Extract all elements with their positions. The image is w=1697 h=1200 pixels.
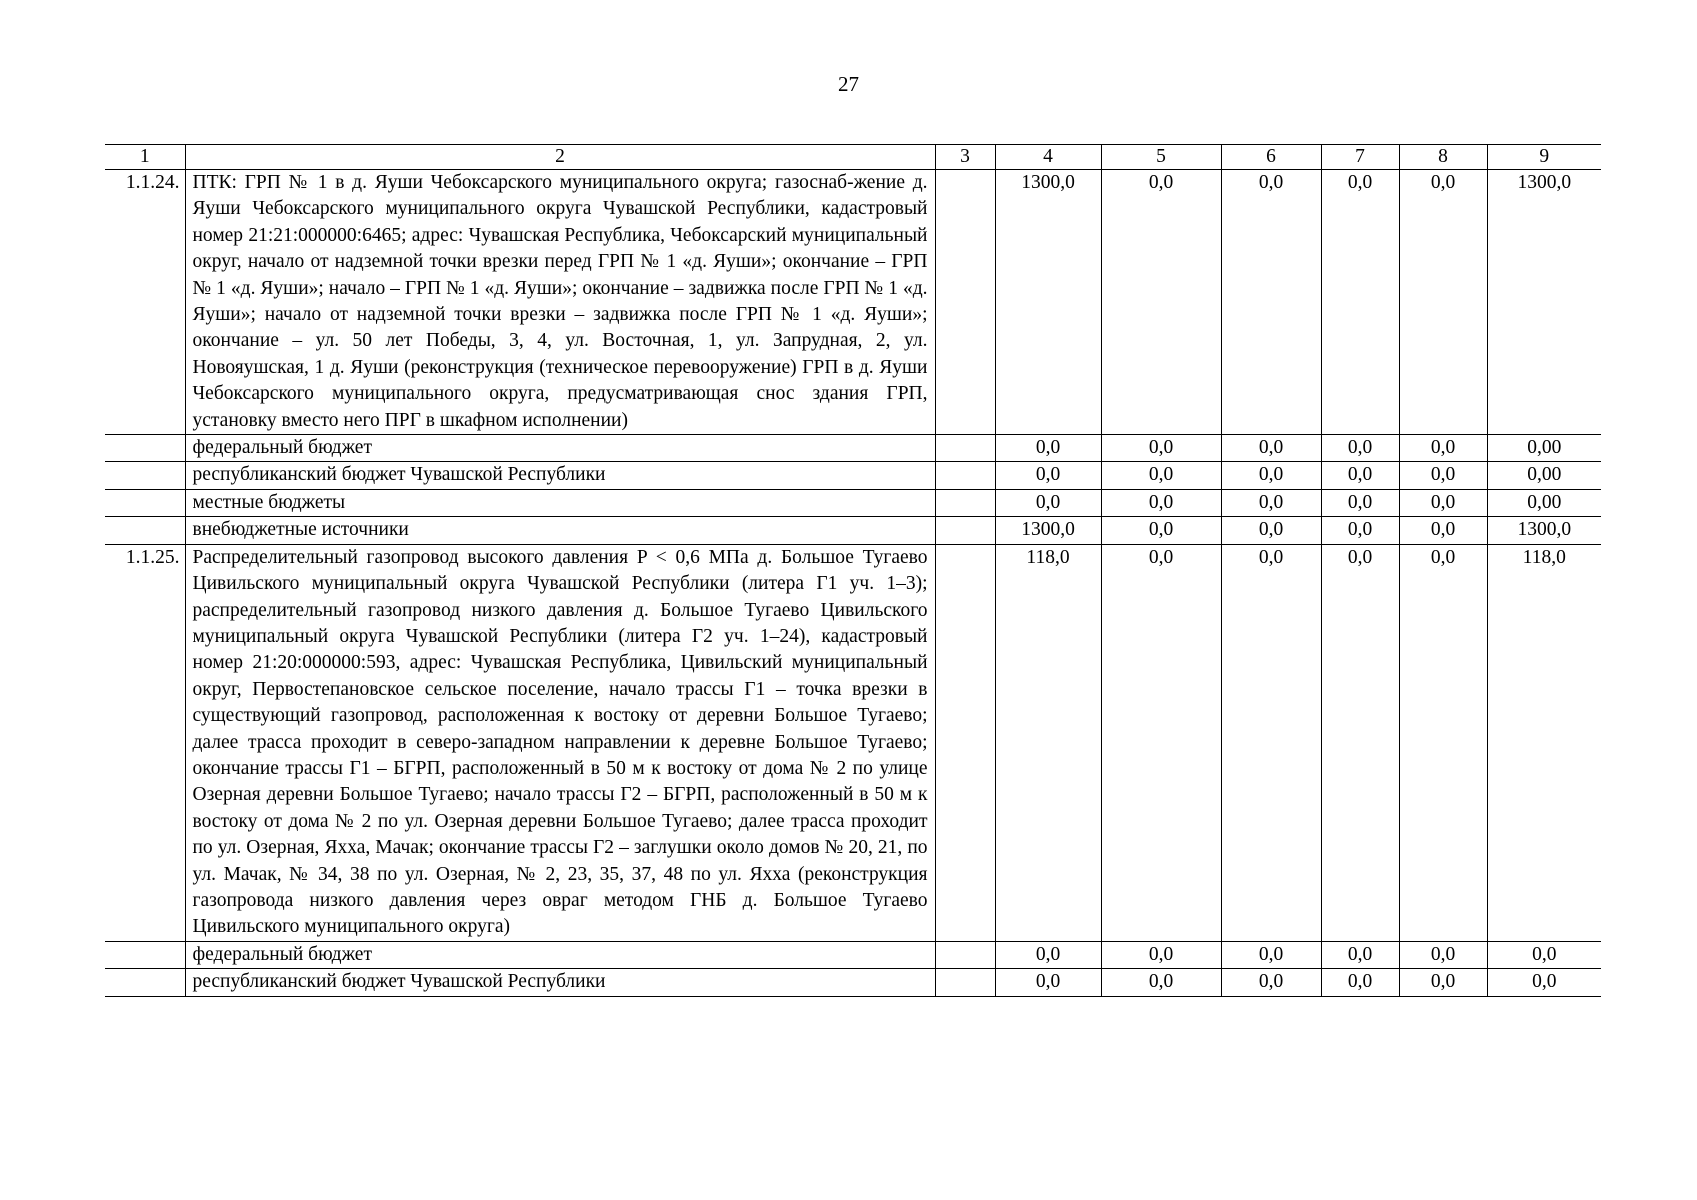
table-cell: [935, 462, 995, 489]
table-cell: 1300,0: [1487, 517, 1601, 544]
table-cell: [935, 941, 995, 968]
table-cell: [105, 462, 185, 489]
funding-source-row: [105, 969, 1601, 996]
column-header: 7: [1321, 145, 1399, 170]
table-cell: 0,0: [1221, 544, 1321, 941]
table-cell: 0,0: [1399, 462, 1487, 489]
column-header: 8: [1399, 145, 1487, 170]
table-cell: 0,0: [1321, 435, 1399, 462]
column-header: 6: [1221, 145, 1321, 170]
funding-source-row: [105, 941, 1601, 968]
column-number-row: [105, 145, 1601, 170]
column-header: 9: [1487, 145, 1601, 170]
table-cell: 0,00: [1487, 435, 1601, 462]
budget-table: [105, 144, 1601, 997]
column-header: 5: [1101, 145, 1221, 170]
table-cell: 0,0: [1221, 489, 1321, 516]
table-cell: 0,0: [1321, 170, 1399, 435]
table-cell: 118,0: [995, 544, 1101, 941]
table-cell: 0,0: [1321, 462, 1399, 489]
table-cell: 1300,0: [995, 517, 1101, 544]
table-cell: [105, 435, 185, 462]
table-cell: 0,0: [1101, 969, 1221, 996]
table-cell: 0,00: [1487, 462, 1601, 489]
table-cell: 0,0: [1321, 517, 1399, 544]
table-cell: 0,0: [1399, 941, 1487, 968]
funding-source-name: федеральный бюджет: [185, 435, 935, 462]
table-row: [105, 170, 1601, 435]
funding-source-row: [105, 489, 1601, 516]
table-cell: 0,00: [1487, 489, 1601, 516]
item-number: 1.1.25.: [105, 544, 185, 941]
funding-source-name: республиканский бюджет Чувашской Республики: [185, 462, 935, 489]
table-cell: 0,0: [1399, 969, 1487, 996]
table-cell: 0,0: [1399, 435, 1487, 462]
column-header: 4: [995, 145, 1101, 170]
table-cell: 0,0: [1321, 969, 1399, 996]
table-cell: [935, 517, 995, 544]
table-cell: [935, 544, 995, 941]
table-cell: 0,0: [1221, 969, 1321, 996]
column-header: 2: [185, 145, 935, 170]
item-description: Распределительный газопровод высокого давления P < 0,6 МПа д. Большое Тугаево Цивильского муниципальный округа Чувашской Республики (литера Г1 уч. 1–3); распределительный газопровод низкого давления д. Большое Тугаево Цивильского муниципальный округа Чувашской Республики (литера Г2 уч. 1–24), кадастровый номер 21:20:000000:593, адрес: Чувашская Республика, Цивильский муниципальный округ, Первостепановское сельское поселение, начало трассы Г1 – точка врезки в существующий газопровод, расположенная к востоку от деревни Большое Тугаево; далее трасса проходит в северо-западном направлении к деревне Большое Тугаево; окончание трассы Г1 – БГРП, расположенный в 50 м к востоку от дома № 2 по улице Озерная деревни Большое Тугаево; начало трассы Г2 – БГРП, расположенный в 50 м к востоку от дома № 2 по ул. Озерная деревни Большое Тугаево; далее трасса проходит по ул. Озерная, Яхха, Мачак; окончание трассы Г2 – заглушки около домов № 20, 21, по ул. Мачак, № 34, 38 по ул. Озерная, № 2, 23, 35, 37, 48 по ул. Яхха (реконструкция газопровода низкого давления через овраг методом ГНБ д. Большое Тугаево Цивильского муниципального округа): [185, 544, 935, 941]
funding-source-name: федеральный бюджет: [185, 941, 935, 968]
table-cell: 0,0: [1101, 517, 1221, 544]
table-cell: 0,0: [1399, 170, 1487, 435]
table-cell: 0,0: [1101, 462, 1221, 489]
table-cell: 0,0: [1487, 969, 1601, 996]
table-cell: 0,0: [1321, 489, 1399, 516]
table-cell: 0,0: [1221, 462, 1321, 489]
page-number: 27: [838, 72, 859, 96]
column-header: 1: [105, 145, 185, 170]
table-cell: [105, 489, 185, 516]
table-cell: [935, 435, 995, 462]
table-cell: 1300,0: [1487, 170, 1601, 435]
table-cell: 0,0: [1221, 941, 1321, 968]
table-cell: [935, 170, 995, 435]
funding-source-row: [105, 435, 1601, 462]
table-cell: 0,0: [1101, 941, 1221, 968]
table-cell: 0,0: [1221, 517, 1321, 544]
table-cell: [935, 489, 995, 516]
table-cell: 0,0: [1101, 544, 1221, 941]
table-cell: 0,0: [1101, 489, 1221, 516]
table-cell: 0,0: [995, 489, 1101, 516]
table-row: [105, 544, 1601, 941]
table-cell: 0,0: [995, 969, 1101, 996]
table-cell: 0,0: [995, 435, 1101, 462]
table-cell: 0,0: [1101, 170, 1221, 435]
table-cell: 0,0: [1399, 517, 1487, 544]
column-header: 3: [935, 145, 995, 170]
table-cell: 0,0: [1221, 170, 1321, 435]
table-cell: 0,0: [1221, 435, 1321, 462]
table-cell: 1300,0: [995, 170, 1101, 435]
funding-source-row: [105, 517, 1601, 544]
table-cell: [105, 517, 185, 544]
table-cell: 0,0: [1101, 435, 1221, 462]
table-cell: [935, 969, 995, 996]
table-cell: 118,0: [1487, 544, 1601, 941]
table-cell: 0,0: [1487, 941, 1601, 968]
table-cell: 0,0: [995, 941, 1101, 968]
table-cell: 0,0: [1321, 544, 1399, 941]
table-cell: 0,0: [1399, 489, 1487, 516]
funding-source-name: внебюджетные источники: [185, 517, 935, 544]
funding-source-name: республиканский бюджет Чувашской Республики: [185, 969, 935, 996]
table-cell: 0,0: [1321, 941, 1399, 968]
item-description: ПТК: ГРП № 1 в д. Яуши Чебоксарского муниципального округа; газоснаб-жение д. Яуши Чебоксарского муниципального округа Чувашской Республики, кадастровый номер 21:21:000000:6465; адрес: Чувашская Республика, Чебоксарский муниципальный округ, начало от надземной точки врезки перед ГРП № 1 «д. Яуши»; окончание – ГРП № 1 «д. Яуши»; начало – ГРП № 1 «д. Яуши»; окончание – задвижка после ГРП № 1 «д. Яуши»; начало от надземной точки врезки – задвижка после ГРП № 1 «д. Яуши»; окончание – ул. 50 лет Победы, 3, 4, ул. Восточная, 1, ул. Запрудная, 2, ул. Новояушская, 1 д. Яуши (реконструкция (техническое перевооружение) ГРП в д. Яуши Чебоксарского муниципального округа, предусматривающая снос здания ГРП, установку вместо него ПРГ в шкафном исполнении): [185, 170, 935, 435]
funding-source-name: местные бюджеты: [185, 489, 935, 516]
table-cell: 0,0: [995, 462, 1101, 489]
table-cell: [105, 969, 185, 996]
table-cell: 0,0: [1399, 544, 1487, 941]
table-cell: [105, 941, 185, 968]
funding-source-row: [105, 462, 1601, 489]
item-number: 1.1.24.: [105, 170, 185, 435]
